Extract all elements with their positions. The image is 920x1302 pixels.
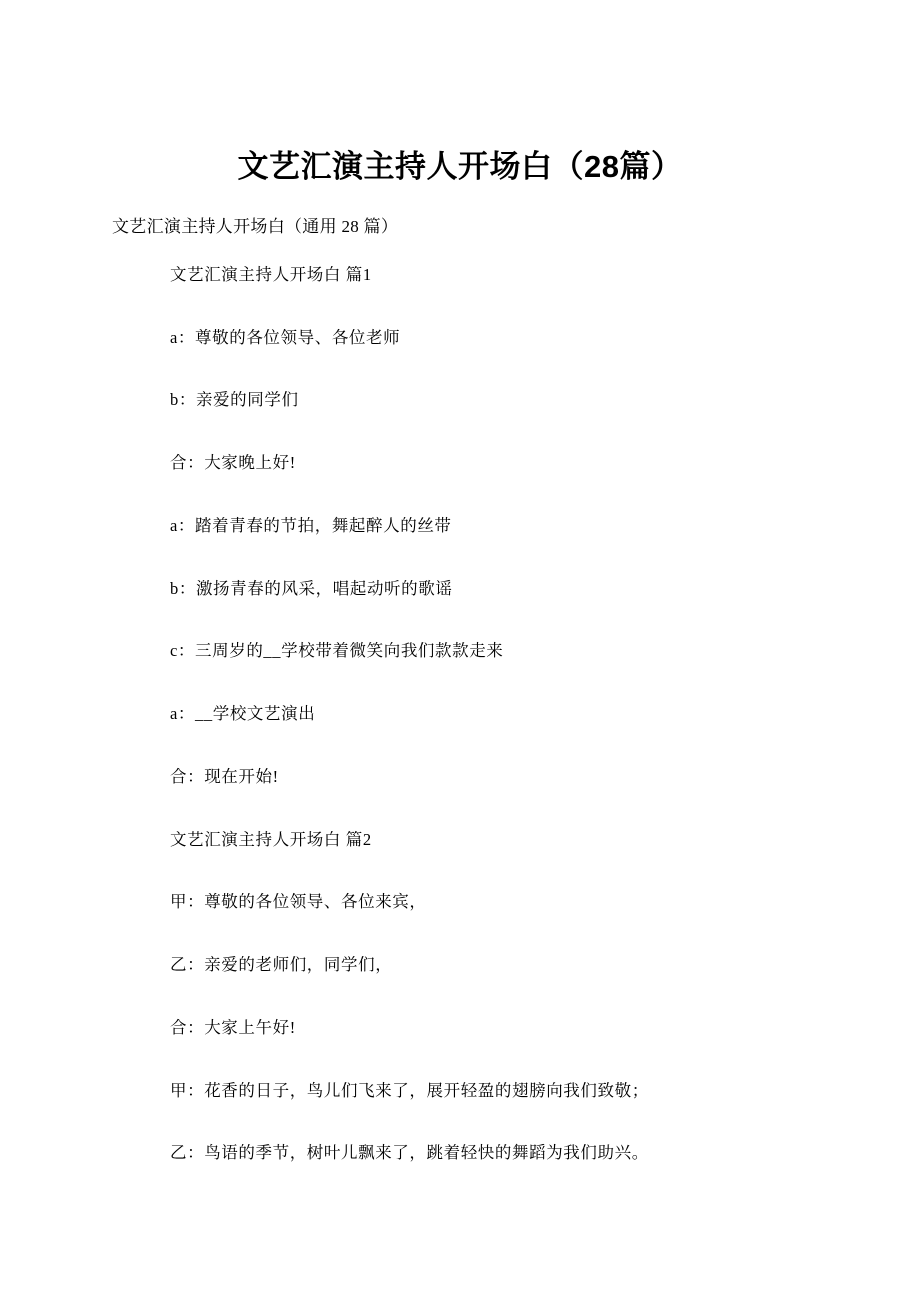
paragraph: c：三周岁的__学校带着微笑向我们款款走来 [170, 641, 504, 661]
paragraph: 乙：鸟语的季节，树叶儿飘来了，跳着轻快的舞蹈为我们助兴。 [170, 1143, 649, 1163]
paragraph: b：亲爱的同学们 [170, 390, 299, 410]
paragraph: 合：大家上午好! [170, 1017, 296, 1037]
paragraph: 合：大家晚上好! [170, 453, 296, 473]
document-body [0, 239, 920, 1166]
section-heading: 文艺汇演主持人开场白 篇2 [170, 829, 372, 849]
paragraph: a：尊敬的各位领导、各位老师 [170, 327, 401, 347]
paragraph: a：__学校文艺演出 [170, 704, 316, 724]
paragraph: b：激扬青春的风采，唱起动听的歌谣 [170, 578, 453, 598]
paragraph: a：踏着青春的节拍，舞起醉人的丝带 [170, 515, 452, 535]
paragraph: 甲：花香的日子，鸟儿们飞来了，展开轻盈的翅膀向我们致敬； [170, 1080, 649, 1100]
paragraph: 乙：亲爱的老师们，同学们， [170, 955, 393, 975]
page-title: 文艺汇演主持人开场白（28篇） [237, 149, 683, 184]
document-subtitle: 文艺汇演主持人开场白（通用 28 篇） [112, 217, 399, 237]
section-heading: 文艺汇演主持人开场白 篇1 [170, 264, 372, 284]
paragraph: 甲：尊敬的各位领导、各位来宾， [170, 892, 427, 912]
paragraph: 合：现在开始! [170, 766, 279, 786]
